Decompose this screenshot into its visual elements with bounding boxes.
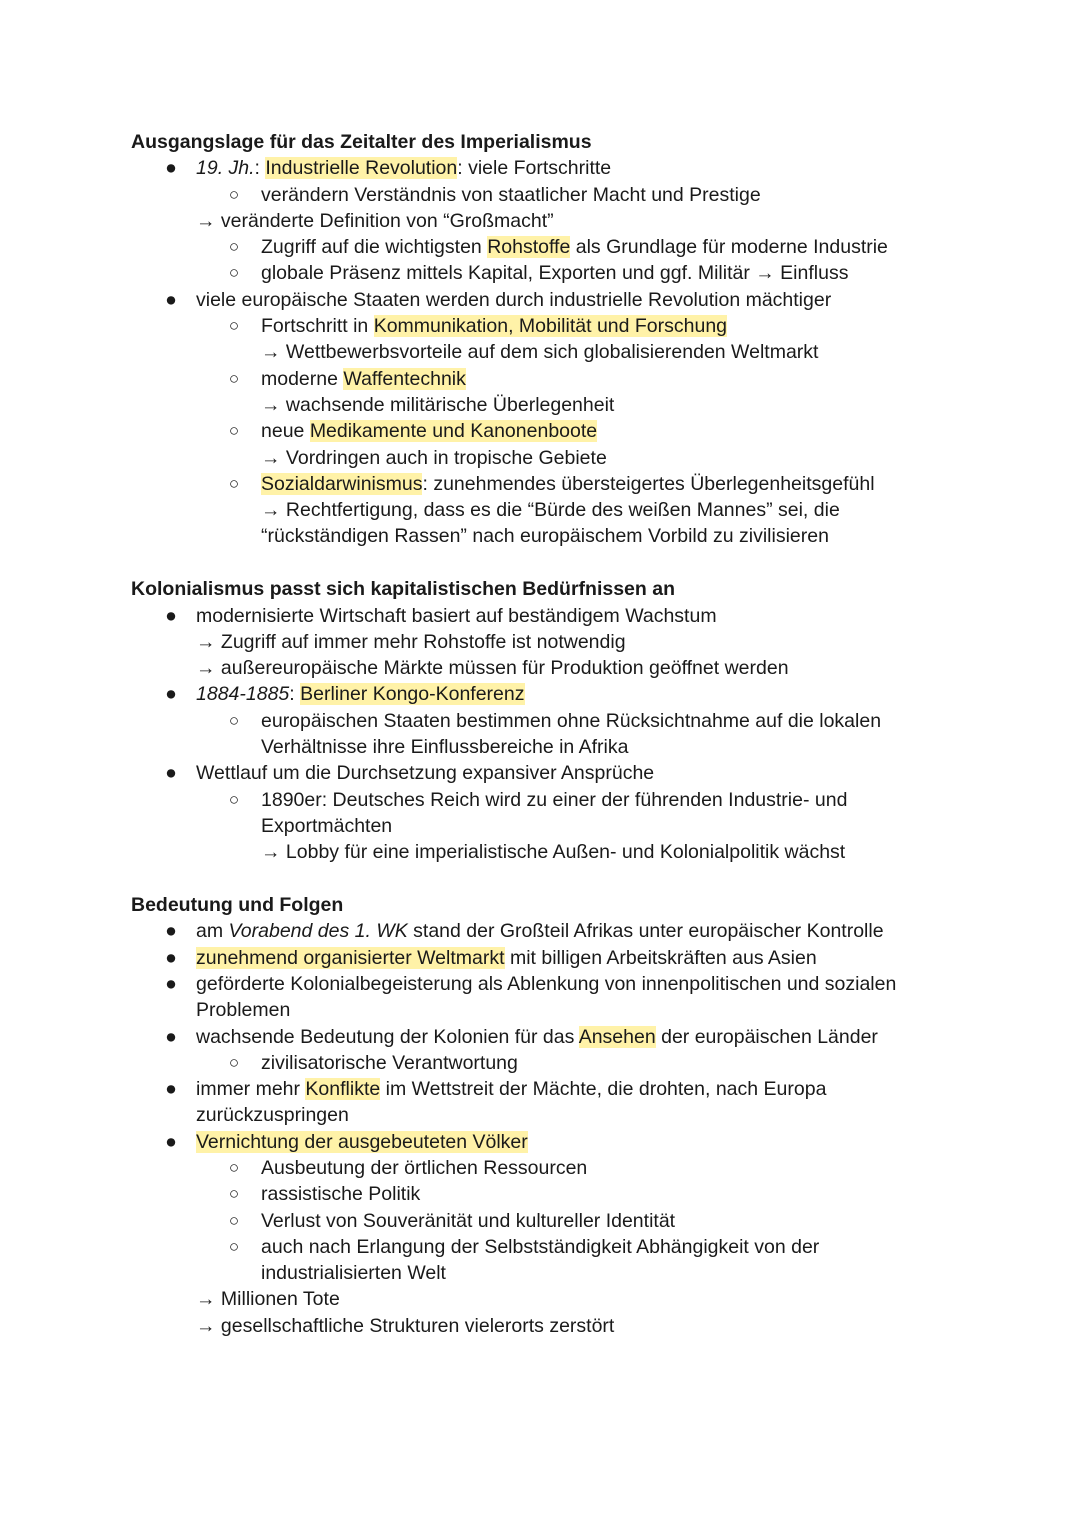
sub-bullet-item: [131, 1155, 1031, 1181]
italic-text: 1884-1885: [196, 683, 290, 706]
sub-bullet-icon: ○: [228, 1052, 240, 1072]
bullet-icon: ●: [165, 920, 177, 943]
text-run: stand der Großteil Afrikas unter europäischer Kontrolle: [407, 920, 884, 943]
item-text: [196, 1024, 878, 1050]
item-text: [196, 1286, 340, 1312]
bullet-icon: ●: [165, 288, 177, 311]
item-text: [261, 418, 597, 444]
bullet-icon: ●: [165, 157, 177, 180]
sub-bullet-icon: ○: [228, 184, 240, 204]
continuation-line: [131, 655, 1031, 681]
text-run: → Vordringen auch in tropische Gebiete: [261, 446, 607, 469]
text-run: immer mehr: [196, 1078, 306, 1101]
text-run: : viele Fortschritte: [457, 157, 612, 180]
item-text: [261, 313, 727, 339]
sub-bullet-icon: ○: [228, 473, 240, 493]
bullet-icon: ●: [165, 683, 177, 706]
text-run: Zugriff auf die wichtigsten: [261, 236, 488, 259]
highlighted-text: Sozialdarwinismus: [261, 472, 423, 495]
text-run: auch nach Erlangung der Selbstständigkeit Abhängigkeit von der: [261, 1235, 820, 1258]
highlighted-text: zunehmend organisierter Weltmarkt: [196, 946, 505, 969]
item-text: [196, 997, 290, 1023]
sub-bullet-icon: ○: [228, 263, 240, 283]
sub-bullet-icon: ○: [228, 368, 240, 388]
section-heading: Bedeutung und Folgen: [131, 894, 344, 917]
sub-bullet-item: [131, 1050, 1031, 1076]
bullet-item: [131, 603, 1031, 629]
item-text: [261, 497, 840, 523]
bullet-item: [131, 971, 1031, 997]
item-text: [196, 1129, 528, 1155]
item-text: [261, 708, 881, 734]
text-run: zurückzuspringen: [196, 1104, 349, 1127]
item-text: [261, 339, 818, 365]
text-run: Fortschritt in: [261, 315, 374, 338]
text-run: Problemen: [196, 999, 291, 1022]
item-text: [261, 471, 875, 497]
bullet-item: [131, 1076, 1031, 1102]
highlighted-text: Berliner Kongo-Konferenz: [300, 683, 525, 706]
section-heading: Ausgangslage für das Zeitalter des Imperialismus: [131, 131, 592, 153]
text-run: modernisierte Wirtschaft basiert auf beständigem Wachstum: [196, 604, 717, 627]
item-text: [261, 1181, 420, 1207]
item-text: [261, 1260, 446, 1286]
text-run: als Grundlage für moderne Industrie: [570, 236, 888, 259]
item-text: [196, 629, 626, 655]
sub-bullet-item: [131, 787, 1031, 813]
sub-bullet-item: [131, 182, 1031, 208]
continuation-line: [131, 734, 1031, 760]
continuation-line: [131, 523, 1031, 549]
text-run: rassistische Politik: [261, 1183, 421, 1206]
item-text: [261, 366, 466, 392]
highlighted-text: Medikamente und Kanonenboote: [309, 420, 598, 443]
item-text: [261, 1155, 587, 1181]
text-run: :: [254, 157, 266, 180]
item-text: [196, 1102, 349, 1128]
sub-bullet-icon: ○: [228, 1184, 240, 1204]
sub-bullet-icon: ○: [228, 1157, 240, 1177]
bullet-item: [131, 1129, 1031, 1155]
text-run: “rückständigen Rassen” nach europäischem Vorbild zu zivilisieren: [261, 525, 829, 548]
continuation-line: [131, 997, 1031, 1023]
highlighted-text: Industrielle Revolution: [265, 157, 458, 180]
text-run: viele europäische Staaten werden durch industrielle Revolution mächtiger: [196, 288, 832, 311]
continuation-line: [131, 839, 1031, 865]
bullet-icon: ●: [165, 1078, 177, 1101]
sub-bullet-item: [131, 708, 1031, 734]
text-run: → Lobby für eine imperialistische Außen- und Kolonialpolitik wächst: [261, 841, 846, 864]
item-text: [261, 445, 607, 471]
sub-bullet-icon: ○: [228, 1210, 240, 1230]
continuation-line: [131, 1286, 1031, 1312]
highlighted-text: Ansehen: [578, 1025, 656, 1048]
text-run: wachsende Bedeutung der Kolonien für das: [196, 1025, 579, 1048]
text-run: moderne: [261, 367, 344, 390]
item-text: [261, 734, 628, 760]
text-run: zivilisatorische Verantwortung: [261, 1051, 518, 1074]
text-run: Ausbeutung der örtlichen Ressourcen: [261, 1156, 588, 1179]
bullet-item: [131, 945, 1031, 971]
highlighted-text: Kommunikation, Mobilität und Forschung: [373, 315, 728, 338]
bullet-item: [131, 918, 1031, 944]
text-run: mit billigen Arbeitskräften aus Asien: [504, 946, 817, 969]
text-run: geförderte Kolonialbegeisterung als Ablenkung von innenpolitischen und sozialen: [196, 972, 897, 995]
text-run: Wettlauf um die Durchsetzung expansiver Ansprüche: [196, 762, 655, 785]
item-text: [261, 813, 392, 839]
bullet-item: [131, 681, 1031, 707]
sub-bullet-item: [131, 1234, 1031, 1260]
item-text: [261, 787, 847, 813]
item-text: [261, 1208, 675, 1234]
bullet-item: [131, 287, 1031, 313]
bullet-icon: ●: [165, 946, 177, 969]
bullet-icon: ●: [165, 972, 177, 995]
highlighted-text: Rohstoffe: [487, 236, 571, 259]
sub-bullet-icon: ○: [228, 421, 240, 441]
item-text: [196, 208, 554, 234]
sub-bullet-item: [131, 1181, 1031, 1207]
item-text: [261, 839, 845, 865]
item-text: [261, 1234, 819, 1260]
text-run: → wachsende militärische Überlegenheit: [261, 393, 615, 416]
text-run: : zunehmendes übersteigertes Überlegenheitsgefühl: [422, 472, 875, 495]
item-text: [196, 1313, 614, 1339]
continuation-line: [131, 497, 1031, 523]
continuation-line: [131, 208, 1031, 234]
text-run: → Rechtfertigung, dass es die “Bürde des weißen Mannes” sei, die: [261, 499, 840, 522]
text-run: → gesellschaftliche Strukturen vielerorts zerstört: [196, 1314, 615, 1337]
continuation-line: [131, 1313, 1031, 1339]
text-run: europäischen Staaten bestimmen ohne Rücksichtnahme auf die lokalen: [261, 709, 882, 732]
text-run: Exportmächten: [261, 814, 393, 837]
text-run: verändern Verständnis von staatlicher Macht und Prestige: [261, 183, 761, 206]
sub-bullet-item: [131, 471, 1031, 497]
item-text: [196, 1076, 826, 1102]
item-text: [196, 971, 896, 997]
italic-text: 19. Jh.: [196, 157, 255, 180]
notes-document: [131, 129, 1031, 1339]
sub-bullet-item: [131, 234, 1031, 260]
continuation-line: [131, 392, 1031, 418]
text-run: industrialisierten Welt: [261, 1262, 446, 1285]
item-text: [196, 918, 884, 944]
highlighted-text: Vernichtung der ausgebeuteten Völker: [196, 1130, 528, 1153]
continuation-line: [131, 1260, 1031, 1286]
bullet-item: [131, 155, 1031, 181]
bullet-icon: ●: [165, 604, 177, 627]
text-run: 1890er: Deutsches Reich wird zu einer der führenden Industrie- und: [261, 788, 848, 811]
text-run: → Zugriff auf immer mehr Rohstoffe ist notwendig: [196, 630, 626, 653]
bullet-item: [131, 1024, 1031, 1050]
text-run: :: [289, 683, 301, 706]
sub-bullet-item: [131, 418, 1031, 444]
bullet-item: [131, 760, 1031, 786]
text-run: im Wettstreit der Mächte, die drohten, nach Europa: [380, 1078, 827, 1101]
continuation-line: [131, 1102, 1031, 1128]
bullet-icon: ●: [165, 762, 177, 785]
sub-bullet-item: [131, 260, 1031, 286]
text-run: Verlust von Souveränität und kultureller Identität: [261, 1209, 676, 1232]
item-text: [196, 655, 789, 681]
sub-bullet-icon: ○: [228, 237, 240, 257]
text-run: → außereuropäische Märkte müssen für Produktion geöffnet werden: [196, 657, 789, 680]
text-run: der europäischen Länder: [655, 1025, 878, 1048]
item-text: [261, 182, 761, 208]
text-run: → Wettbewerbsvorteile auf dem sich globalisierenden Weltmarkt: [261, 341, 819, 364]
bullet-icon: ●: [165, 1025, 177, 1048]
sub-bullet-item: [131, 313, 1031, 339]
continuation-line: [131, 339, 1031, 365]
text-run: neue: [261, 420, 310, 443]
item-text: [261, 1050, 518, 1076]
sub-bullet-icon: ○: [228, 789, 240, 809]
text-run: globale Präsenz mittels Kapital, Exporten und ggf. Militär → Einfluss: [261, 262, 849, 285]
sub-bullet-icon: ○: [228, 1236, 240, 1256]
highlighted-text: Konflikte: [305, 1078, 381, 1101]
section-heading: Kolonialismus passt sich kapitalistischen Bedürfnissen an: [131, 578, 675, 601]
text-run: am: [196, 920, 229, 943]
sub-bullet-item: [131, 1208, 1031, 1234]
highlighted-text: Waffentechnik: [343, 367, 466, 390]
continuation-line: [131, 813, 1031, 839]
text-run: → Millionen Tote: [196, 1288, 340, 1311]
item-text: [196, 155, 611, 181]
item-text: [196, 287, 831, 313]
text-run: → veränderte Definition von “Großmacht”: [196, 209, 554, 232]
continuation-line: [131, 629, 1031, 655]
item-text: [261, 523, 829, 549]
continuation-line: [131, 445, 1031, 471]
item-text: [196, 681, 525, 707]
sub-bullet-item: [131, 366, 1031, 392]
italic-text: Vorabend des 1. WK: [228, 920, 408, 943]
item-text: [196, 760, 654, 786]
item-text: [196, 603, 717, 629]
text-run: Verhältnisse ihre Einflussbereiche in Afrika: [261, 736, 629, 759]
bullet-icon: ●: [165, 1130, 177, 1153]
item-text: [261, 392, 614, 418]
item-text: [261, 234, 888, 260]
item-text: [196, 945, 817, 971]
item-text: [261, 260, 848, 286]
sub-bullet-icon: ○: [228, 316, 240, 336]
sub-bullet-icon: ○: [228, 710, 240, 730]
